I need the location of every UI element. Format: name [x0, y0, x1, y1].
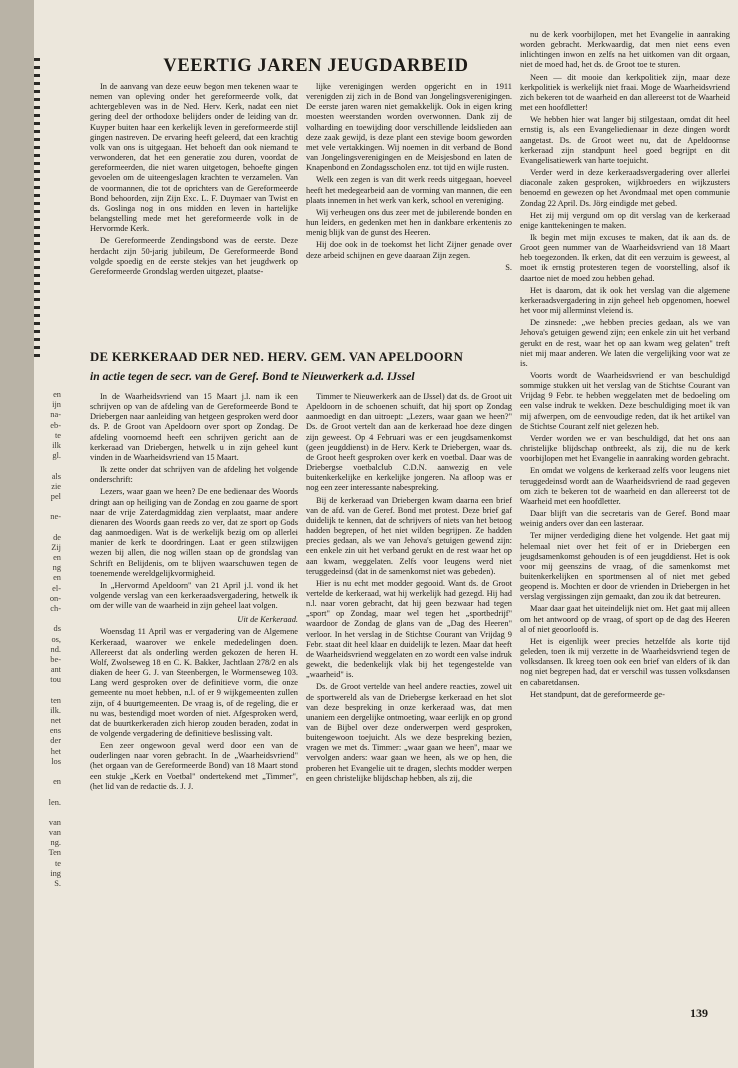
- article2-subtitle: in actie tegen de secr. van de Geref. Bond te Nieuwerkerk a.d. IJssel: [90, 370, 415, 383]
- article1-column-2: [306, 82, 512, 273]
- paragraph: En omdat we volgens de kerkeraad zelfs voor leugens niet teruggedeinsd wordt aan de Waarheidsvriend de raad gegeven om zich te bekeren tot de waarheid en dan allereerst tot de Waarheid met een hoofdletter.: [520, 466, 730, 506]
- gutter-fragment: ijn: [52, 400, 61, 410]
- paragraph: De Gereformeerde Zendingsbond was de eerste. Deze herdacht zijn 50-jarig jubileum, De Gereformeerde Bond volgde spoedig en de eerste stekjes van het jeugdwerk op Gereformeerde Grondslag werden uitgezet, plaatse-: [90, 236, 298, 276]
- paragraph: Bij de kerkeraad van Driebergen kwam daarna een brief van de afd. van de Geref. Bond met protest. Deze brief gaf duidelijk te kennen, dat de schrijvers of niets van het betoog hadden begrepen, of het niet wilden begrijpen. Ze hadden precies gedaan, als we van Jehova's getuigen gewend zijn: een enkele zin uit het verband gerukt en de rest waar het op aan kwam, weggelaten. Zelfs voor leugens werd niet teruggedeinsd (dat in de samenkomst niet was gebeden).: [306, 495, 512, 576]
- gutter-fragment: S.: [54, 879, 61, 888]
- gutter-fragment: net: [50, 716, 61, 725]
- gutter-fragment: ilk: [52, 440, 61, 450]
- paragraph: Het zij mij vergund om op dit verslag van de kerkeraad enige kanttekeningen te maken.: [520, 210, 730, 230]
- paragraph: In de aanvang van deze eeuw begon men tekenen waar te nemen van opleving onder het gereformeerde volk, dat achtergebleven was in de Ned. Herv. Kerk, nadat een niet gering deel der orthodoxe belijders onder de leiding van dr. Kuyper buiten haar een kerkelijk leven in gereformeerde stijl gingen nastreven. De ervaring heeft geleerd, dat een krachtig volk van ons is uitgegaan. Het behoeft dan ook niemand te verwonderen, dat het een generatie zou duren, voordat de gereformeerden, die niet waren uitgetogen, behoefte gingen gevoelen om de uiteengeslagen krachten te verzamelen. Van de voormannen, die tot de oprichters van de Gereformeerde Bond behoorden, zijn Zijn Exc. L. F. Duymaer van Twist en ds. Goslinga nog in ons midden en leven in hartelijke belangstelling mede met het gereformeerde volk in de Hervormde Kerk.: [90, 82, 298, 234]
- gutter-fragment: en: [53, 390, 61, 399]
- paragraph: In „Hervormd Apeldoorn" van 21 April j.l. vond ik het volgende verslag van een kerkeraadsvergadering, hetwelk ik om der wille van de waarheid in zijn geheel laat volgen.: [90, 580, 298, 611]
- gutter-fragment: pel: [50, 491, 61, 501]
- gutter-fragment: der: [50, 736, 61, 746]
- paragraph: Ik zette onder dat schrijven van de afdeling het volgende onderschrift:: [90, 465, 298, 485]
- paragraph: Hier is nu echt met modder gegooid. Want ds. de Groot vertelde de kerkeraad, wat hij werkelijk had gezegd. Hij had n.l. naar voren gebracht, dat hij geen bezwaar had tegen „sport" op Zondag, maar wel tegen het „sportbedrijf" waardoor de Zondag de glans van de „Dag des Heeren" verloor. In het verslag in de Stichtse Courant van Vrijdag 9 Febr. staat dit heel klaar en duidelijk te lezen. Maar dat heeft de Waarheidsvriend weggelaten en zo wordt een valse indruk gewekt, die bedenkelijk vlak bij het tegengestelde van „waarheid" is.: [306, 578, 512, 680]
- article2-title: DE KERKERAAD DER NED. HERV. GEM. VAN APELDOORN: [90, 350, 464, 364]
- gutter-fragment: en: [53, 573, 61, 583]
- gutter-fragment: [34, 461, 64, 471]
- article1-signature: S.: [505, 262, 512, 272]
- gutter-fragment: ng: [52, 563, 61, 573]
- article2-column-2: [306, 392, 512, 786]
- gutter-fragment: en: [53, 553, 61, 562]
- gutter-fragment: ant: [50, 665, 61, 675]
- gutter-fragment: Ten: [48, 848, 61, 858]
- gutter-fragment: [34, 787, 64, 797]
- paragraph: Ik begin met mijn excuses te maken, dat ik aan ds. de Groot geen nummer van de Waarheidsvriend van 18 Maart heb toegezonden. Ik erken, dat dit een verzuim is geweest, al moet ik ernstig protesteren tegen de voorstelling, alsof ik daartoe niet de moed zou hebben gehad.: [520, 232, 730, 283]
- gutter-fragment: het: [50, 746, 61, 756]
- gutter-fragment: ten: [50, 695, 61, 705]
- paragraph: Het standpunt, dat de gereformeerde ge-: [530, 689, 665, 699]
- paragraph: Lezers, waar gaan we heen? De ene bedienaar des Woords dringt aan op heiliging van de Zondag en zou gaarne de sport naar de vrije Zaterdagmiddag zien verplaatst, maar andere dienaren des Woords gaan reeds zo ver, dat ze sport op Gods dag aanmoedigen. Wat is de werkelijk bezig om op allerlei manier de kerk te doordringen. Laat er geen stilzwijgen wezen bij allen, die nog willen staan op de grondslag van Schrift en Belijdenis, om te blijven waarschuwen tegen de toenemende wereldgelijkvormigheid.: [90, 487, 298, 578]
- gutter-fragment: en: [53, 777, 61, 787]
- gutter-fragment: [34, 685, 64, 695]
- gutter-fragment: te: [54, 430, 61, 440]
- gutter-fragment: ne-: [50, 512, 61, 522]
- paragraph: Verder werd in deze kerkeraadsvergadering over allerlei diaconale zaken gesproken, wijkbroeders en wijkzusters benoemd en gewezen op het Avondmaal met open communie Zondag 22 April. Ds. Jörg eindigde met gebed.: [520, 168, 730, 208]
- gutter-fragment: de: [53, 532, 61, 542]
- gutter-fragment: te: [54, 858, 61, 868]
- gutter-fragment: ds: [53, 624, 61, 634]
- paragraph: Ds. de Groot vertelde van heel andere reacties, zowel uit de sportwereld als van de Driebergse kerkeraad en het slot van deze bespreking in onze kerkeraad was, dat men unaniem een dergelijke ontmoeting, waar eerlijk en op grond van de Bijbel over deze onderwerpen werd gesproken, buitengewoon toejuicht. Als we deze bespreking bezien, vragen we met ds. Timmer: „waar gaan we heen", maar we vervolgen anders: waar gaan we heen, als we op hen, die proberen het Evangelie uit te dragen, slechts modder werpen en geen christelijke blijdschap hebben, als zij, die: [306, 682, 512, 783]
- gutter-fragment: los: [51, 756, 61, 766]
- article2-column-1: [90, 392, 298, 794]
- paragraph: Verder worden we er van beschuldigd, dat het ons aan christelijke blijdschap ontbreekt, als zij, die nu de kerk voorbijlopen met het Evangelie in aanraking worden gebracht.: [520, 433, 730, 464]
- previous-page-gutter: [34, 390, 64, 1010]
- article1-title: VEERTIG JAREN JEUGDARBEID: [163, 56, 469, 76]
- paragraph: lijke verenigingen werden opgericht en in 1911 verenigden zij zich in de Bond van Jongelingsverenigingen. De eerste jaren waren niet gemakkelijk. Ook in eigen kring moesten weerstanden worden overwonnen. Dank zij de volharding en toewijding door verschillende leidslieden aan deze zaak gewijd, is deze plant een stevige boom geworden met vele vertakkingen. Wij noemen in dit verband de Bond van Jongelingsverenigingen en de Meisjesbond en laten de Knapenbond en Zondagsscholen enz. tot tijd en wijle rusten.: [306, 82, 512, 173]
- right-column: [520, 30, 730, 702]
- paragraph: nu de kerk voorbijlopen, met het Evangelie in aanraking worden gebracht. Merkwaardig, dat men niet eens even inlichtingen inwon en zelfs na het uitkomen van dit orgaan, niet de moed had, het ds. de Groot toe te sturen.: [520, 30, 730, 70]
- gutter-fragment: [34, 808, 64, 818]
- binding-edge: [34, 58, 40, 358]
- gutter-fragment: tou: [50, 675, 61, 685]
- gutter-fragment: zie: [51, 481, 61, 491]
- paragraph: In de Waarheidsvriend van 15 Maart j.l. nam ik een schrijven op van de afdeling van de Gereformeerde Bond te Driebergen naar aanleiding van hetgeen gesproken werd door ds. P. de Groot van Apeldoorn over sport op Zondag. De afdeling voornoemd heeft een schrijven gericht aan de kerkeraad van Driebergen, hetwelk u in zijn geheel kunt vinden in de Waarheidsvriend van 15 Maart.: [90, 392, 298, 462]
- gutter-fragment: als: [51, 471, 61, 481]
- gutter-fragment: [34, 767, 64, 777]
- gutter-fragment: ch-: [50, 603, 61, 613]
- paragraph: Ter mijner verdediging diene het volgende. Het gaat mij helemaal niet over het feit of er in Driebergen een jeugdsamenkomst gehouden is of een jeugddienst. Het is ook voor mij geenszins de vraag, of die samenkomst met buitenkerkelijken en sportmensen al of niet met gebed geopend is. Mochten er door de vrienden in Driebergen in het verslag vergissingen zijn gemaakt, dan zou ik dat betreuren.: [520, 531, 730, 602]
- paragraph: We hebben hier wat langer bij stilgestaan, omdat dit heel ernstig is, als een Evangeliedienaar in deze dingen wordt aangetast. Ds. de Groot weet nu, dat de Apeldoornse kerkeraad zijn standpunt heel goed begrijpt en dit Evangelisatiewerk van harte toejuicht.: [520, 115, 730, 165]
- gutter-fragment: ng.: [50, 838, 61, 848]
- paragraph: De zinsnede: „we hebben precies gedaan, als we van Jehova's getuigen gewend zijn; een enkele zin uit het verband gerukt en de rest, waar het op aan kwam weg gelaten" treft niet mij maar anderen. We laten die vergelijking voor wat ze is.: [520, 318, 730, 368]
- section-heading: Uit de Kerkeraad.: [237, 615, 298, 625]
- gutter-fragment: el-: [52, 583, 61, 593]
- gutter-fragment: gl.: [52, 451, 61, 461]
- gutter-fragment: Zij: [51, 542, 61, 552]
- gutter-fragment: be-: [50, 654, 61, 664]
- gutter-fragment: na-: [50, 410, 61, 420]
- gutter-fragment: [34, 502, 64, 512]
- paragraph: Het is eigenlijk weer precies hetzelfde als korte tijd geleden, toen ik mij verzette in de Waarheidsvriend tegen de volksdansen. Ik kreeg toen ook een brief van elders of ik dan nog niet begrepen had, dat er verschil was tussen volksdansen en cabaretdansen.: [520, 636, 730, 687]
- gutter-fragment: len.: [48, 797, 61, 807]
- gutter-fragment: nd.: [50, 644, 61, 654]
- gutter-fragment: [34, 614, 64, 624]
- paragraph: Wij verheugen ons dus zeer met de jubilerende bonden en hun leiders, en gedenken met hen in dankbare erkentenis zo menig blijk van de gunst des Heeren.: [306, 207, 512, 238]
- paragraph: Een zeer ongewoon geval werd door een van de ouderlingen naar voren gebracht. In de „Waarheidsvriend" (het orgaan van de Gereformeerde Bond) van 18 Maart stond een stukje „Kerk en Voetbal" ondertekend met „Timmer", (het lid van de redactie ds. J. J.: [90, 741, 298, 791]
- paragraph: Voorts wordt de Waarheidsvriend er van beschuldigd sommige stukken uit het verslag van de Stichtse Courant van Vrijdag 9 Febr. te hebben weggelaten met de bedoeling om een valse indruk te wekken. Deze beschuldiging moet ik van mij afwerpen, om de eenvoudige reden, dat ik het artikel van de Stichtse Courant zelf niet gelezen heb.: [520, 371, 730, 431]
- paragraph: Het is daarom, dat ik ook het verslag van die algemene kerkeraadsvergadering in zijn geheel heb opgenomen, hoewel het voor mij allerminst vleiend is.: [520, 285, 730, 316]
- gutter-fragment: os,: [51, 634, 61, 644]
- gutter-fragment: ilk.: [50, 705, 61, 715]
- gutter-fragment: ing: [50, 868, 61, 878]
- gutter-fragment: [34, 522, 64, 532]
- gutter-fragment: eb-: [50, 420, 61, 430]
- paragraph: Hij doe ook in de toekomst het licht Zijner genade over deze arbeid schijnen en geve daaraan Zijn zegen.: [306, 240, 512, 260]
- paragraph: Daar blijft van die secretaris van de Geref. Bond maar weinig anders over dan een lasteraar.: [520, 509, 730, 529]
- gutter-fragment: van: [48, 828, 61, 838]
- page-number: 139: [690, 1006, 708, 1020]
- gutter-fragment: on-: [49, 593, 61, 603]
- paragraph: Woensdag 11 April was er vergadering van de Algemene Kerkeraad, waarover we enkele mededelingen doen. Allereerst dat als onderling werden gekozen de heren H. Wolf, Zwolseweg 18 en C. K. Bakker, Jachtlaan 278/2 en als diaken de heer G. J. van Steenbergen, le Wormenseweg 103. Lang werd gesproken over de definitieve vorm, die onze gemeente nu moet hebben, n.l. of er 9 wijkgemeenten zullen zijn, of 4 buurtgemeenten. De vraag is, of de regeling, die er nu was, bestendigd moet worden of niet. Afgesproken werd, dat de buurtkerkeraden zich hierop zouden beraden, zodat in de volgende vergadering de definitieve beslissing valt.: [90, 627, 298, 738]
- paragraph: Maar daar gaat het uiteindelijk niet om. Het gaat mij alleen om het antwoord op de vraag, of sport op de dag des Heeren al of niet geoorloofd is.: [520, 604, 730, 634]
- paragraph: Welk een zegen is van dit werk reeds uitgegaan, hoeveel heeft het medegearbeid aan de vorming van mannen, die een plaats innemen in het werk van kerk, school en vereniging.: [306, 175, 512, 205]
- paragraph: Neen — dit mooie dan kerkpolitiek zijn, maar deze kerkpolitiek is werkelijk niet fraai. Moge de Waarheidsvriend zich bekeren tot de waarheid en dan allereerst tot de Waarheid met een hoofdletter!: [520, 72, 730, 113]
- article1-column-1: [90, 82, 298, 279]
- page: [34, 0, 738, 1068]
- paragraph: Timmer te Nieuwerkerk aan de IJssel) dat ds. de Groot uit Apeldoorn in de schoenen schuift, dat hij sport op Zondag aanmoedigt en dan uitroept: „Lezers, waar gaan we heen?" Ds. de Groot vertelt dan aan de kerkeraad hoe deze dingen zijn geweest. Op 4 Februari was er een jeugdsamenkomst (geen jeugddienst) in de Herv. Kerk te Driebergen, waar ds. de Groot heeft gesproken over kerk en voetbal. Daar was de Driebergse voetbalclub C.D.N. aanwezig en vele buitenkerkelijke en kerkelijke jongeren. Na afloop was er nog een zeer interessante nabespreking.: [306, 392, 512, 493]
- gutter-fragment: van: [48, 817, 61, 827]
- gutter-fragment: ens: [49, 726, 61, 736]
